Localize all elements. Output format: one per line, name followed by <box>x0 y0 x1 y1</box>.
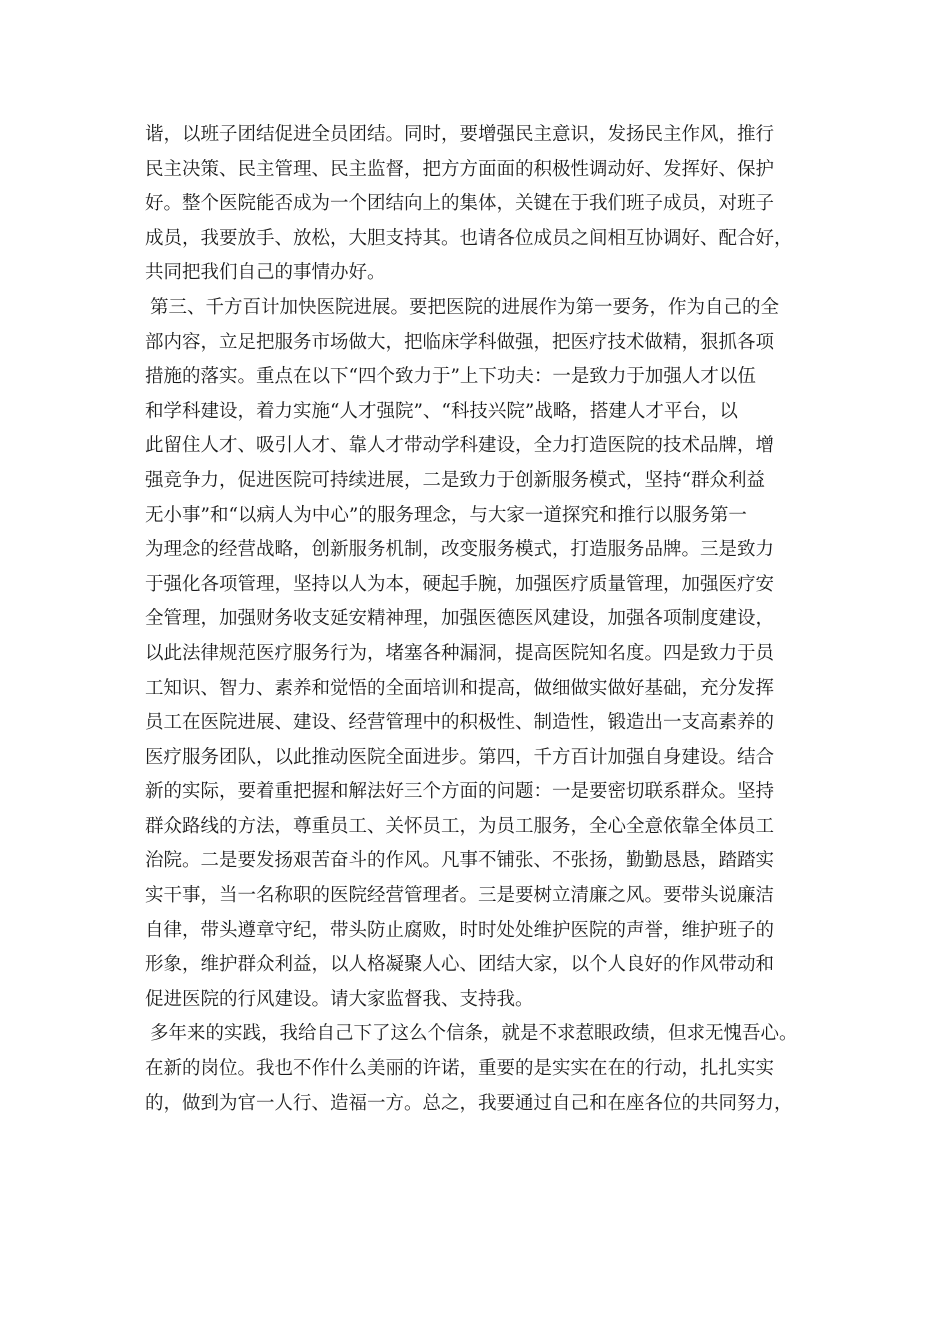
body-text <box>145 118 845 1121</box>
text-line: 的，做到为官一人行、造福一方。总之，我要通过自己和在座各位的共同努力， <box>145 1092 793 1114</box>
text-line: 自律，带头遵章守纪，带头防止腐败，时时处处维护医院的声誉，维护班子的 <box>145 919 775 941</box>
text-line: 于强化各项管理，坚持以人为本，硬起手腕，加强医疗质量管理，加强医疗安 <box>145 573 775 595</box>
text-line: 部内容，立足把服务市场做大，把临床学科做强，把医疗技术做精，狠抓各项 <box>145 331 775 353</box>
text-line: 无小事”和“以病人为中心”的服务理念，与大家一道探究和推行以服务第一 <box>145 504 747 526</box>
text-line: 强竞争力，促进医院可持续进展，二是致力于创新服务模式，坚持“群众利益 <box>145 469 765 491</box>
text-line: 和学科建设，着力实施“人才强院”、“科技兴院”战略，搭建人才平台，以 <box>145 400 738 422</box>
text-line: 民主决策、民主管理、民主监督，把方方面面的积极性调动好、发挥好、保护 <box>145 158 775 180</box>
text-line: 此留住人才、吸引人才、靠人才带动学科建设，全力打造医院的技术品牌，增 <box>145 435 775 457</box>
text-line: 治院。二是要发扬艰苦奋斗的作风。凡事不铺张、不张扬，勤勤恳恳，踏踏实 <box>145 850 775 872</box>
text-line: 员工在医院进展、建设、经营管理中的积极性、制造性，锻造出一支高素养的 <box>145 712 775 734</box>
text-line: 为理念的经营战略，创新服务机制，改变服务模式，打造服务品牌。三是致力 <box>145 539 775 561</box>
text-line: 共同把我们自己的事情办好。 <box>145 262 386 284</box>
text-line: 谐，以班子团结促进全员团结。同时，要增强民主意识，发扬民主作风，推行 <box>145 124 775 145</box>
text-line: 新的实际，要着重把握和解法好三个方面的问题：一是要密切联系群众。坚持 <box>145 781 775 803</box>
text-line: 好。整个医院能否成为一个团结向上的集体，关键在于我们班子成员，对班子 <box>145 193 775 215</box>
text-line: 在新的岗位。我也不作什么美丽的许诺，重要的是实实在在的行动，扎扎实实 <box>145 1058 775 1080</box>
text-line: 全管理，加强财务收支延安精神理，加强医德医风建设，加强各项制度建设， <box>145 608 775 630</box>
text-line: 实干事，当一名称职的医院经营管理者。三是要树立清廉之风。要带头说廉洁 <box>145 885 775 907</box>
text-line: 促进医院的行风建设。请大家监督我、支持我。 <box>145 988 534 1010</box>
text-line: 措施的落实。重点在以下“四个致力于”上下功夫：一是致力于加强人才以伍 <box>145 366 756 388</box>
text-line: 以此法律规范医疗服务行为，堵塞各种漏洞，提高医院知名度。四是致力于员 <box>145 642 775 664</box>
text-line: 形象，维护群众利益，以人格凝聚人心、团结大家，以个人良好的作风带动和 <box>145 954 775 976</box>
text-line: 多年来的实践，我给自己下了这么个信条，就是不求惹眼政绩，但求无愧吾心。 <box>150 1023 798 1045</box>
text-line: 第三、千方百计加快医院进展。要把医院的进展作为第一要务，作为自己的全 <box>150 296 780 318</box>
text-line: 工知识、智力、素养和觉悟的全面培训和提高，做细做实做好基础，充分发挥 <box>145 677 775 699</box>
text-line: 成员，我要放手、放松，大胆支持其。也请各位成员之间相互协调好、配合好， <box>145 227 793 249</box>
text-line: 医疗服务团队，以此推动医院全面进步。第四，千方百计加强自身建设。结合 <box>145 746 775 768</box>
text-line: 群众路线的方法，尊重员工、关怀员工，为员工服务，全心全意依靠全体员工 <box>145 815 775 837</box>
